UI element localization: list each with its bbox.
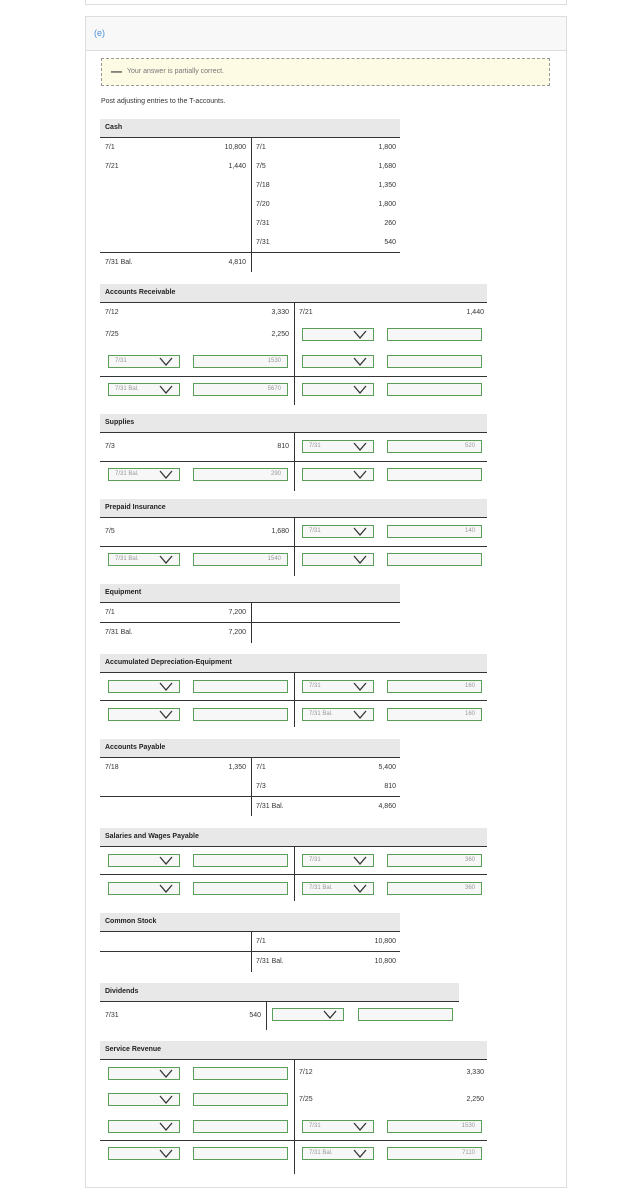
chevron-down-icon bbox=[323, 1010, 337, 1019]
select-value: 7/31 bbox=[309, 683, 321, 689]
entry-amount: 10,800 bbox=[224, 144, 246, 151]
account-title: Accumulated Depreciation-Equipment bbox=[105, 659, 232, 666]
entry-amount: 5,400 bbox=[378, 764, 396, 771]
chevron-down-icon bbox=[353, 555, 367, 564]
entry-date: 7/25 bbox=[299, 1096, 313, 1103]
debit-date-select[interactable] bbox=[108, 1093, 180, 1106]
credit-balance-input[interactable] bbox=[387, 553, 482, 566]
credit-date-select[interactable] bbox=[302, 328, 374, 341]
salaries-wages-payable-header bbox=[100, 828, 487, 847]
chevron-down-icon bbox=[159, 357, 173, 366]
entry-date: 7/21 bbox=[299, 309, 313, 316]
debit-amount-input[interactable] bbox=[193, 1067, 288, 1080]
chevron-down-icon bbox=[353, 385, 367, 394]
debit-amount-input[interactable] bbox=[193, 854, 288, 867]
t-divider bbox=[251, 603, 252, 643]
debit-date-select[interactable] bbox=[108, 1067, 180, 1080]
balance-date-select[interactable] bbox=[302, 1147, 374, 1160]
input-value: 160 bbox=[464, 711, 475, 717]
balance-amount: 4,810 bbox=[228, 259, 246, 266]
credit-amount-input[interactable] bbox=[387, 525, 482, 538]
entry-amount: 1,350 bbox=[228, 764, 246, 771]
credit-balance-select[interactable] bbox=[302, 553, 374, 566]
entry-amount: 10,800 bbox=[374, 938, 396, 945]
entry-date: 7/31 bbox=[256, 220, 270, 227]
card-header bbox=[86, 17, 566, 51]
credit-balance-select[interactable] bbox=[302, 383, 374, 396]
credit-date-select[interactable] bbox=[302, 440, 374, 453]
entry-date: 7/1 bbox=[105, 609, 115, 616]
credit-amount-input[interactable] bbox=[387, 854, 482, 867]
debit-date-select[interactable] bbox=[108, 680, 180, 693]
balance-label: 7/31 Bal. bbox=[256, 958, 284, 965]
entry-amount: 260 bbox=[384, 220, 396, 227]
entry-amount: 1,440 bbox=[466, 309, 484, 316]
entry-date: 7/1 bbox=[256, 938, 266, 945]
account-title: Common Stock bbox=[105, 918, 157, 925]
entry-date: 7/3 bbox=[256, 783, 266, 790]
entry-date: 7/20 bbox=[256, 201, 270, 208]
t-divider bbox=[294, 1060, 295, 1174]
entry-date: 7/3 bbox=[105, 443, 115, 450]
entry-amount: 540 bbox=[249, 1012, 261, 1019]
balance-line bbox=[100, 461, 487, 462]
balance-amount-input[interactable] bbox=[387, 708, 482, 721]
input-value: 520 bbox=[464, 443, 475, 449]
chevron-down-icon bbox=[159, 1149, 173, 1158]
balance-amount-input[interactable] bbox=[387, 882, 482, 895]
input-value: 160 bbox=[464, 683, 475, 689]
input-value: 290 bbox=[270, 471, 281, 477]
entry-date: 7/18 bbox=[256, 182, 270, 189]
credit-date-select[interactable] bbox=[302, 854, 374, 867]
entry-date: 7/18 bbox=[105, 764, 119, 771]
entry-amount: 540 bbox=[384, 239, 396, 246]
entry-amount: 2,250 bbox=[271, 331, 289, 338]
entry-amount: 1,680 bbox=[271, 528, 289, 535]
balance-line bbox=[100, 951, 400, 952]
account-title: Accounts Receivable bbox=[105, 289, 176, 296]
common-stock-header bbox=[100, 913, 400, 932]
accounts-receivable-header bbox=[100, 284, 487, 303]
chevron-down-icon bbox=[353, 442, 367, 451]
credit-date-select[interactable] bbox=[272, 1008, 344, 1021]
entry-amount: 1,440 bbox=[228, 163, 246, 170]
account-title: Dividends bbox=[105, 988, 139, 995]
credit-amount-input[interactable] bbox=[387, 355, 482, 368]
chevron-down-icon bbox=[159, 710, 173, 719]
t-divider bbox=[251, 932, 252, 972]
supplies-header bbox=[100, 414, 487, 433]
chevron-down-icon bbox=[353, 470, 367, 479]
chevron-down-icon bbox=[159, 385, 173, 394]
debit-balance-select[interactable] bbox=[108, 1147, 180, 1160]
chevron-down-icon bbox=[159, 682, 173, 691]
balance-line bbox=[100, 376, 487, 377]
credit-balance-input[interactable] bbox=[387, 383, 482, 396]
debit-balance-input[interactable] bbox=[193, 708, 288, 721]
entry-amount: 1,680 bbox=[378, 163, 396, 170]
entry-amount: 3,330 bbox=[271, 309, 289, 316]
entry-amount: 3,330 bbox=[466, 1069, 484, 1076]
balance-date-select[interactable] bbox=[108, 468, 180, 481]
t-divider bbox=[294, 303, 295, 405]
select-value: 7/31 bbox=[309, 1123, 321, 1129]
account-title: Salaries and Wages Payable bbox=[105, 833, 199, 840]
select-value: 7/31 bbox=[309, 443, 321, 449]
chevron-down-icon bbox=[159, 1095, 173, 1104]
select-value: 7/31 Bal. bbox=[115, 386, 139, 392]
service-revenue-header bbox=[100, 1041, 487, 1060]
balance-amount-input[interactable] bbox=[387, 1147, 482, 1160]
chevron-down-icon bbox=[353, 330, 367, 339]
select-value: 7/31 Bal. bbox=[309, 711, 333, 717]
balance-line bbox=[100, 1140, 487, 1141]
chevron-down-icon bbox=[353, 884, 367, 893]
debit-amount-input[interactable] bbox=[193, 1093, 288, 1106]
chevron-down-icon bbox=[159, 1122, 173, 1131]
credit-date-select[interactable] bbox=[302, 355, 374, 368]
chevron-down-icon bbox=[159, 884, 173, 893]
chevron-down-icon bbox=[353, 1122, 367, 1131]
input-value: 1540 bbox=[267, 556, 281, 562]
debit-amount-input[interactable] bbox=[193, 1120, 288, 1133]
balance-amount: 7,200 bbox=[228, 629, 246, 636]
select-value: 7/31 Bal. bbox=[309, 885, 333, 891]
balance-line bbox=[100, 874, 487, 875]
alert-text: Your answer is partially correct. bbox=[127, 68, 225, 75]
account-title: Supplies bbox=[105, 419, 135, 426]
entry-date: 7/5 bbox=[105, 528, 115, 535]
input-value: 5670 bbox=[267, 386, 281, 392]
balance-label: 7/31 Bal. bbox=[105, 629, 133, 636]
chevron-down-icon bbox=[353, 527, 367, 536]
balance-line bbox=[100, 622, 400, 623]
input-value: 7110 bbox=[462, 1150, 475, 1156]
previous-card bbox=[85, 0, 567, 5]
entry-date: 7/12 bbox=[299, 1069, 313, 1076]
balance-label: 7/31 Bal. bbox=[105, 259, 133, 266]
balance-amount-input[interactable] bbox=[193, 383, 288, 396]
entry-date: 7/12 bbox=[105, 309, 119, 316]
chevron-down-icon bbox=[159, 1069, 173, 1078]
entry-date: 7/1 bbox=[256, 144, 266, 151]
entry-amount: 810 bbox=[384, 783, 396, 790]
select-value: 7/31 bbox=[115, 358, 127, 364]
balance-amount: 10,800 bbox=[374, 958, 396, 965]
equipment-header bbox=[100, 584, 400, 603]
account-title: Accounts Payable bbox=[105, 744, 166, 751]
debit-amount-input[interactable] bbox=[193, 680, 288, 693]
balance-date-select[interactable] bbox=[302, 708, 374, 721]
credit-balance-select[interactable] bbox=[302, 468, 374, 481]
select-value: 7/31 Bal. bbox=[115, 471, 139, 477]
entry-date: 7/25 bbox=[105, 331, 119, 338]
entry-date: 7/31 bbox=[105, 1012, 119, 1019]
part-label: (e) bbox=[94, 28, 105, 38]
select-value: 7/31 bbox=[309, 857, 321, 863]
credit-date-select[interactable] bbox=[302, 525, 374, 538]
chevron-down-icon bbox=[353, 682, 367, 691]
input-value: 360 bbox=[464, 857, 475, 863]
chevron-down-icon bbox=[353, 856, 367, 865]
entry-date: 7/21 bbox=[105, 163, 119, 170]
entry-amount: 1,800 bbox=[378, 144, 396, 151]
credit-amount-input[interactable] bbox=[387, 328, 482, 341]
debit-amount-input[interactable] bbox=[193, 355, 288, 368]
balance-date-select[interactable] bbox=[108, 553, 180, 566]
account-title: Equipment bbox=[105, 589, 142, 596]
credit-date-select[interactable] bbox=[302, 1120, 374, 1133]
entry-date: 7/1 bbox=[256, 764, 266, 771]
credit-amount-input[interactable] bbox=[387, 680, 482, 693]
account-title: Prepaid Insurance bbox=[105, 504, 166, 511]
debit-balance-input[interactable] bbox=[193, 1147, 288, 1160]
balance-line bbox=[100, 796, 400, 797]
entry-date: 7/5 bbox=[256, 163, 266, 170]
balance-label: 7/31 Bal. bbox=[256, 803, 284, 810]
credit-amount-input[interactable] bbox=[387, 1120, 482, 1133]
credit-amount-input[interactable] bbox=[387, 440, 482, 453]
account-title: Service Revenue bbox=[105, 1046, 162, 1053]
debit-balance-input[interactable] bbox=[193, 882, 288, 895]
debit-balance-select[interactable] bbox=[108, 708, 180, 721]
t-divider bbox=[294, 433, 295, 491]
credit-date-select[interactable] bbox=[302, 680, 374, 693]
credit-amount-input[interactable] bbox=[358, 1008, 453, 1021]
balance-amount-input[interactable] bbox=[193, 553, 288, 566]
select-value: 7/31 Bal. bbox=[309, 1150, 333, 1156]
entry-amount: 1,350 bbox=[378, 182, 396, 189]
input-value: 140 bbox=[464, 528, 475, 534]
t-divider bbox=[251, 758, 252, 816]
chevron-down-icon bbox=[353, 710, 367, 719]
accounts-payable-header bbox=[100, 739, 400, 758]
balance-line bbox=[100, 252, 400, 253]
t-divider bbox=[266, 1002, 267, 1030]
chevron-down-icon bbox=[353, 357, 367, 366]
accumulated-depreciation-header bbox=[100, 654, 487, 673]
input-value: 1530 bbox=[461, 1123, 475, 1129]
select-value: 7/31 Bal. bbox=[115, 556, 139, 562]
debit-date-select[interactable] bbox=[108, 1120, 180, 1133]
balance-date-select[interactable] bbox=[302, 882, 374, 895]
instruction-text: Post adjusting entries to the T-accounts. bbox=[101, 98, 226, 105]
debit-date-select[interactable] bbox=[108, 854, 180, 867]
minus-icon: — bbox=[111, 66, 122, 78]
entry-amount: 2,250 bbox=[466, 1096, 484, 1103]
chevron-down-icon bbox=[353, 1149, 367, 1158]
balance-amount: 4,860 bbox=[378, 803, 396, 810]
entry-amount: 810 bbox=[277, 443, 289, 450]
chevron-down-icon bbox=[159, 555, 173, 564]
debit-balance-select[interactable] bbox=[108, 882, 180, 895]
prepaid-insurance-header bbox=[100, 499, 487, 518]
entry-date: 7/31 bbox=[256, 239, 270, 246]
entry-amount: 7,200 bbox=[228, 609, 246, 616]
chevron-down-icon bbox=[159, 470, 173, 479]
balance-date-select[interactable] bbox=[108, 383, 180, 396]
debit-date-select[interactable] bbox=[108, 355, 180, 368]
balance-line bbox=[100, 546, 487, 547]
account-title: Cash bbox=[105, 124, 123, 131]
input-value: 1530 bbox=[267, 358, 281, 364]
credit-balance-input[interactable] bbox=[387, 468, 482, 481]
chevron-down-icon bbox=[159, 856, 173, 865]
input-value: 360 bbox=[464, 885, 475, 891]
entry-date: 7/1 bbox=[105, 144, 115, 151]
entry-amount: 1,800 bbox=[378, 201, 396, 208]
balance-line bbox=[100, 700, 487, 701]
balance-amount-input[interactable] bbox=[193, 468, 288, 481]
dividends-header bbox=[100, 983, 459, 1002]
partial-correct-alert bbox=[101, 58, 550, 86]
cash-header bbox=[100, 119, 400, 138]
t-divider bbox=[294, 518, 295, 576]
select-value: 7/31 bbox=[309, 528, 321, 534]
